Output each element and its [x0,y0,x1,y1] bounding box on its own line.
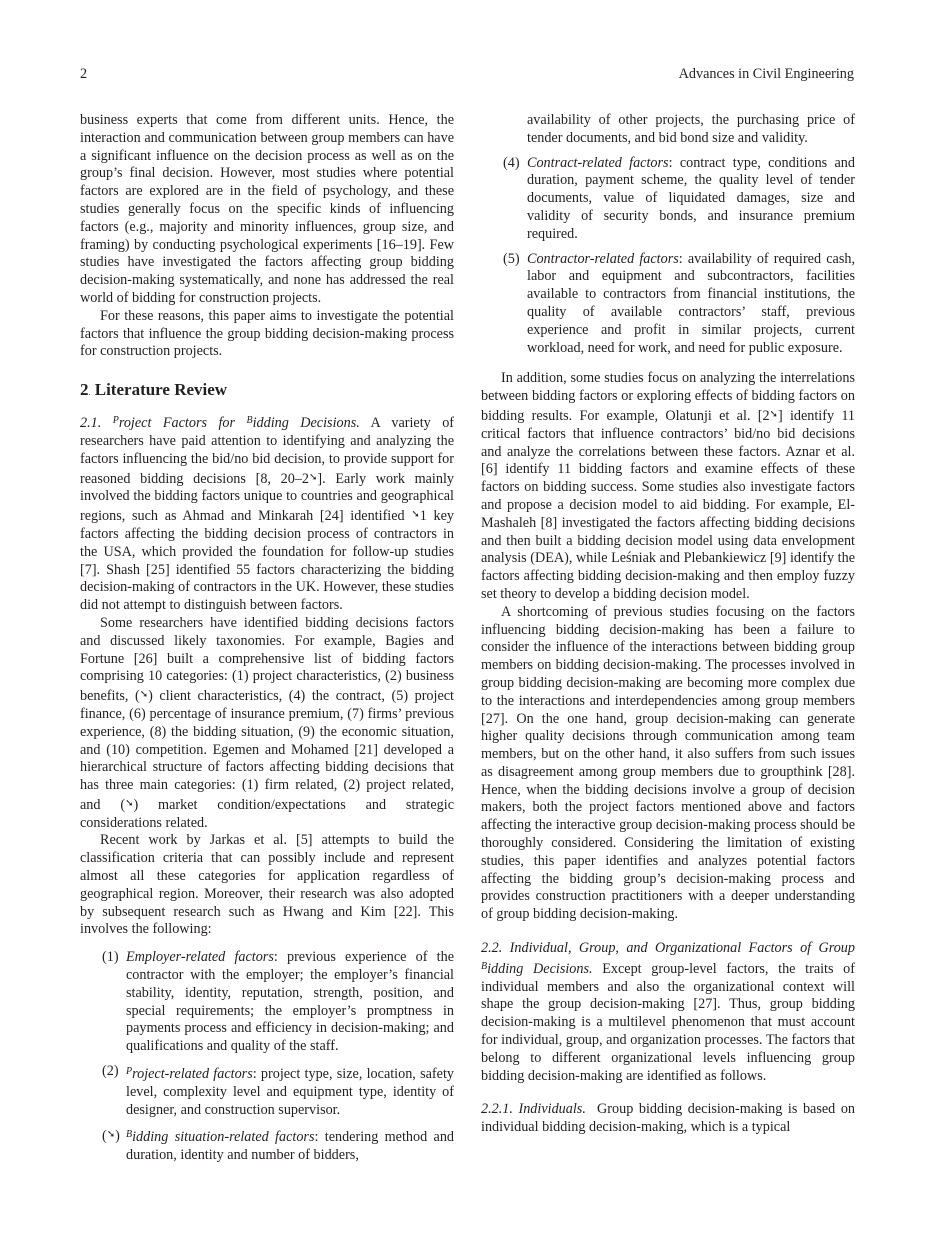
list-item-body: : tendering method and duration, identity and number of bidders, [126,1129,455,1164]
subsection-2-2 [481,940,855,1085]
section-heading [80,380,454,403]
body-text: Except group-level factors, the traits of individual members and also the organizational context will shape the group decision-making [27]. Thus, group bidding decision-making is a multilevel phenomenon that must account for individual, group, and organization processes. The factors that belong to different organizational levels influencing group bidding decision-making are identified as follows. [481,960,856,1084]
title-part: idding Decisions. [252,415,360,432]
journal-title: Advances in Civil Engineering [678,66,854,82]
list-number: (2) [102,1063,119,1080]
page-number: 2 [80,66,88,82]
glitched-digit: ➘ [769,408,778,420]
list-item-title: Employer-related factors [126,949,274,966]
list-number: (1) [102,949,119,966]
body-text: ) market condition/expectations and strategic considerations related. [80,796,454,831]
paren: ( [102,1128,107,1145]
interrelations-paragraph [481,370,855,603]
list-item-body: : project type, size, location, safety level, complexity level and equipment type, identity of designer, and construction supervisor. [126,1066,454,1118]
body-text: ]. Early work mainly involved the bidding factors unique to countries and geographical regions, such as Ahmad and Minkarah [24] identified [80,470,455,525]
factor-list-continued [481,155,855,358]
list-item-body: : previous experience of the contractor with the employer; the employer’s financial stability, identity, reputation, strength, position, and special requirements; the employer’s promptness in payments process and efficiency in decision-making; and qualifications and quality of the staff. [126,949,454,1055]
glitched-digit: ➘ [125,797,134,809]
glitched-digit: ➘ [139,689,149,701]
left-column [80,112,454,1172]
glitched-digit: ➘ [411,509,420,521]
list-item-title: Contractor-related factors [527,250,679,267]
list-continuation: availability of other projects, the purchasing price of tender documents, and bid bond size and validity. [527,112,855,146]
glitched-letter: B [481,960,488,972]
subsection-2-2-1-title: 2.2.1. Individuals. [481,1101,586,1118]
body-text: In addition, some studies focus on analyzing the interrelations between bidding factors or exploring effects of bidding factors on bidding results. For example, Olatunji et al. [2 [481,370,855,424]
right-column [481,112,859,1137]
list-number [102,1126,120,1146]
glitched-letter: B [126,1129,133,1141]
list-number: (4) [503,154,520,171]
body-text: A variety of researchers have paid attention to identifying and analyzing the factors influencing the bid/no bid decision, to provide support for reasoned bidding decisions [8, 20–2 [80,415,455,487]
paren: ) [115,1128,120,1145]
title-part: roject Factors for [118,415,247,432]
section-title: Literature Review [94,380,228,400]
list-item [80,1126,454,1165]
shortcoming-paragraph: A shortcoming of previous studies focusing on the factors influencing bidding decision-making has been a failure to consider the influence of the interactions between bidding group members on bidding decision-making. The processes involved in group bidding decision-making are becoming more complex due to the interactions and interdependencies among group members [27]. On the one hand, group decision-making can generate higher quality decisions through communication among team members, but on the other hand, it also suffers from such issues as disagreement among group members due to groupthink [28]. Hence, when the bidding decisions involve a group of decision makers, both the project factors mentioned above and factors affecting the interactive group decision-making process should be thoroughly considered. Considering the limitation of existing studies, this paper identifies and analyzes potential factors affecting the bidding group’s decision-making process and provides construction practitioners with a deeper understanding of group bidding decision-making. [481,603,855,923]
factor-list [80,949,454,1165]
glitched-digit: ➘ [309,471,318,483]
glitched-letter: P [126,1066,133,1078]
jarkas-paragraph: Recent work by Jarkas et al. [5] attempts to build the classification criteria that can possibly include and represent almost all these categories for application regardless of geographical region. Moreover, their research was also adopted by subsequent research such as Hwang and Kim [22]. This involves the following: [80,832,454,938]
glitched-letter: B [246,415,253,427]
body-text: 1 key factors affecting the bidding decision process of contractors in the USA, which provided the foundation for follow-up studies [7]. Shash [25] identified 55 factors characterizing the bidding decision-making of contractors in the UK. However, these studies did not attempt to distinguish between factors. [80,508,454,614]
body-text: Some researchers have identified bidding decisions factors and discussed likely taxonomies. For example, Bagies and Fortune [26] built a comprehensive list of bidding factors comprising 10 categories: (1) project characteristics, (2) business benefits, ( [80,614,454,705]
list-item [481,155,855,244]
list-number: (5) [503,250,520,267]
subsection-2-2-1 [481,1101,859,1137]
intro-paragraph-1: business experts that come from different units. Hence, the interaction and communication between group members can have a significant influence on the decision process as well as on the group’s final decision. However, most studies where potential factors are explored are in the field of psychology, and these studies generally focus on the specific kinds of influencing factors (e.g., majority and minority influences, group size, and framing) by conducting psychological experiments [16–19]. Few studies have investigated the factors affecting group bidding decision-making systematically, and none has addressed the real world of bidding for construction projects. [80,112,454,306]
section-dot: . [88,388,91,398]
body-text: ) client characteristics, (4) the contract, (5) project finance, (6) percentage of insurance premium, (7) firms’ previous experience, (8) the bidding situation, (9) the economic situation, and (10) competition. Egemen and Mohamed [21] developed a hierarchical structure of factors affecting bidding decisions that has three main categories: (1) firm related, (2) project related, and ( [80,688,454,813]
list-item [80,949,454,1056]
body-text: Group bidding decision-making is based on individual bidding decision-making, which is a typical [481,1101,859,1136]
subsection-2-1 [80,412,454,615]
list-item [481,251,855,358]
list-item-title: idding situation-related factors [132,1129,315,1146]
list-item-title: Contract-related factors [527,154,669,171]
spacer [481,924,855,940]
intro-paragraph-2: For these reasons, this paper aims to investigate the potential factors that influence the group bidding decision-making process for construction projects. [80,307,454,360]
glitched-digit: ➘ [106,1129,116,1141]
list-item-body: : contract type, conditions and duration, payment scheme, the quality level of tender documents, value of liquidated damages, size and validity of security bonds, and insurance premium required. [527,154,855,242]
list-item-body: : availability of required cash, labor and equipment and subcontractors, facilities available to contractors from financial institutions, the quality of available contractors’ staff, previous experience and profit in similar projects, current workload, need for work, and need for public exposure. [527,250,855,356]
subsection-2-1-title [80,415,360,431]
glitched-letter: P [112,415,119,427]
list-item-title: roject-related factors [132,1066,253,1083]
subsection-number: 2.1. [80,415,102,432]
title-part: 2.2. Individual, Group, and Organizational Factors of Group [481,940,855,957]
spacer [481,1085,855,1101]
taxonomy-paragraph [80,615,454,833]
body-text: ] identify 11 critical factors that influence contractors’ bid/no bid decisions and analyze the correlations between these factors. Aznar et al. [6] identify 11 bidding factors and examine effects of these factors on bidding success. Some studies also investigate factors and propose a decision model to aid bidding. For example, El-Mashaleh [8] investigated the factors affecting bidding decisions and then built a bidding decision model using data envelopment analysis (DEA), while Leśniak and Plebankiewicz [9] identify the factors affecting bidding decision-making and then employ fuzzy set theory to develop a bidding decision model. [481,407,856,602]
section-number: 2 [80,380,89,400]
list-item [80,1063,454,1119]
title-part: idding Decisions. [487,960,593,977]
